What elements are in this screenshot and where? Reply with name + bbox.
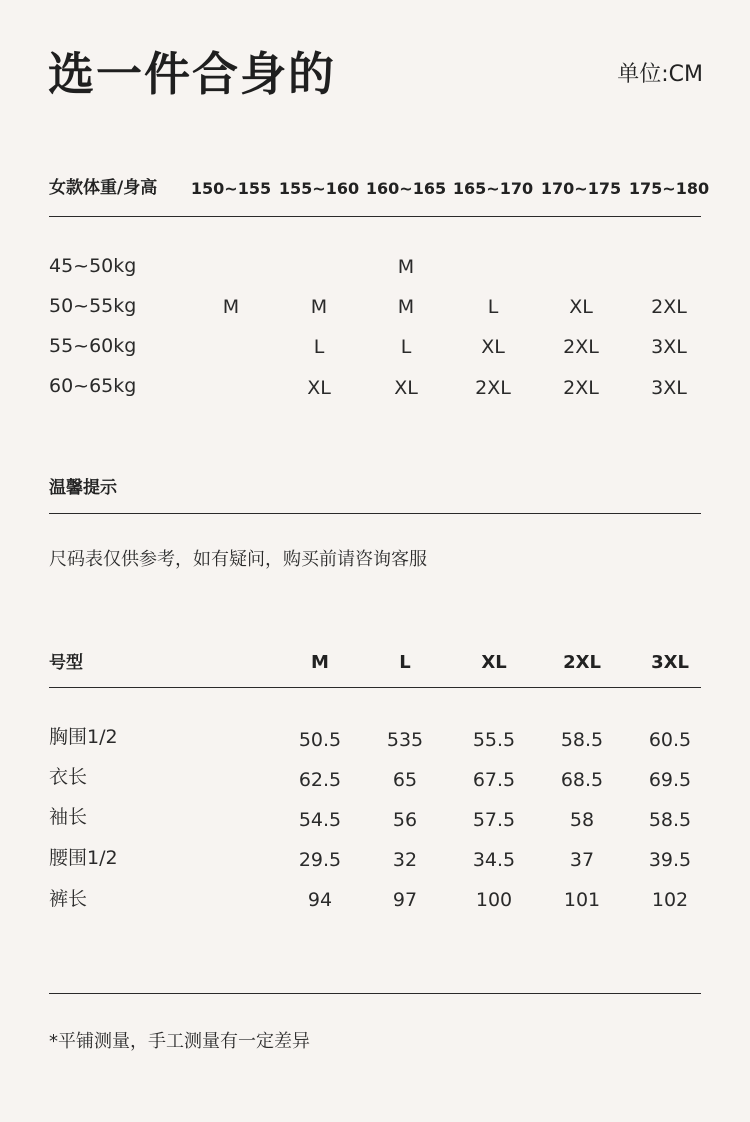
fit-cell: M xyxy=(222,296,240,318)
size-cell: 32 xyxy=(392,849,418,871)
fit-col-header: 170~175 xyxy=(540,179,622,198)
size-cell: 56 xyxy=(392,809,418,831)
fit-cell: 3XL xyxy=(651,377,687,399)
fit-cell: L xyxy=(400,336,412,358)
fit-col-header: 160~165 xyxy=(365,179,447,198)
size-cell: 34.5 xyxy=(472,849,516,871)
size-cell: 58.5 xyxy=(560,729,604,751)
size-row-label: 胸围1/2 xyxy=(49,726,118,748)
size-cell: 60.5 xyxy=(648,729,692,751)
footnote: *平铺测量，手工测量有一定差异 xyxy=(49,1031,310,1052)
fit-cell: M xyxy=(310,296,328,318)
size-row-label: 袖长 xyxy=(49,806,88,828)
fit-cell: 2XL xyxy=(563,377,599,399)
fit-cell: 3XL xyxy=(651,336,687,358)
fit-cell: XL xyxy=(307,377,331,399)
size-cell: 39.5 xyxy=(648,849,692,871)
size-col-header: XL xyxy=(481,652,507,673)
size-cell: 50.5 xyxy=(298,729,342,751)
unit-label: 单位:CM xyxy=(617,62,703,87)
fit-col-header: 165~170 xyxy=(452,179,534,198)
size-col-header: 2XL xyxy=(563,652,601,673)
fit-row-label: 50~55kg xyxy=(49,295,137,317)
size-cell: 29.5 xyxy=(298,849,342,871)
fit-table-corner-header: 女款体重/身高 xyxy=(49,178,158,198)
size-row-label: 裤长 xyxy=(49,888,88,910)
fit-cell: XL xyxy=(569,296,593,318)
fit-col-header: 150~155 xyxy=(190,179,272,198)
size-cell: 94 xyxy=(307,889,333,911)
size-table-divider xyxy=(49,687,701,688)
size-cell: 58.5 xyxy=(648,809,692,831)
size-cell: 68.5 xyxy=(560,769,604,791)
size-cell: 54.5 xyxy=(298,809,342,831)
size-cell: 100 xyxy=(475,889,513,911)
size-cell: 102 xyxy=(651,889,689,911)
size-col-header: M xyxy=(311,652,329,673)
fit-cell: L xyxy=(487,296,499,318)
fit-cell: L xyxy=(313,336,325,358)
size-col-header: L xyxy=(399,652,411,673)
fit-cell: 2XL xyxy=(651,296,687,318)
size-col-header: 3XL xyxy=(651,652,689,673)
fit-cell: XL xyxy=(481,336,505,358)
fit-row-label: 60~65kg xyxy=(49,375,137,397)
fit-cell: 2XL xyxy=(475,377,511,399)
size-table-corner-header: 号型 xyxy=(49,653,83,673)
tips-text: 尺码表仅供参考，如有疑问，购买前请咨询客服 xyxy=(49,549,427,570)
fit-cell: M xyxy=(397,256,415,278)
fit-cell: M xyxy=(397,296,415,318)
size-cell: 57.5 xyxy=(472,809,516,831)
tips-title: 温馨提示 xyxy=(49,478,117,498)
fit-cell: 2XL xyxy=(563,336,599,358)
size-cell: 65 xyxy=(392,769,418,791)
fit-col-header: 155~160 xyxy=(278,179,360,198)
size-cell: 55.5 xyxy=(472,729,516,751)
size-cell: 62.5 xyxy=(298,769,342,791)
size-cell: 69.5 xyxy=(648,769,692,791)
footer-divider xyxy=(49,993,701,994)
size-cell: 37 xyxy=(569,849,595,871)
fit-row-label: 45~50kg xyxy=(49,255,137,277)
size-cell: 58 xyxy=(569,809,595,831)
fit-table-divider xyxy=(49,216,701,217)
size-cell: 101 xyxy=(563,889,601,911)
size-row-label: 腰围1/2 xyxy=(49,847,118,869)
tips-divider xyxy=(49,513,701,514)
fit-row-label: 55~60kg xyxy=(49,335,137,357)
size-cell: 535 xyxy=(386,729,424,751)
page-title: 选一件合身的 xyxy=(48,47,336,101)
size-cell: 67.5 xyxy=(472,769,516,791)
size-cell: 97 xyxy=(392,889,418,911)
size-row-label: 衣长 xyxy=(49,766,88,788)
fit-cell: XL xyxy=(394,377,418,399)
fit-col-header: 175~180 xyxy=(628,179,710,198)
